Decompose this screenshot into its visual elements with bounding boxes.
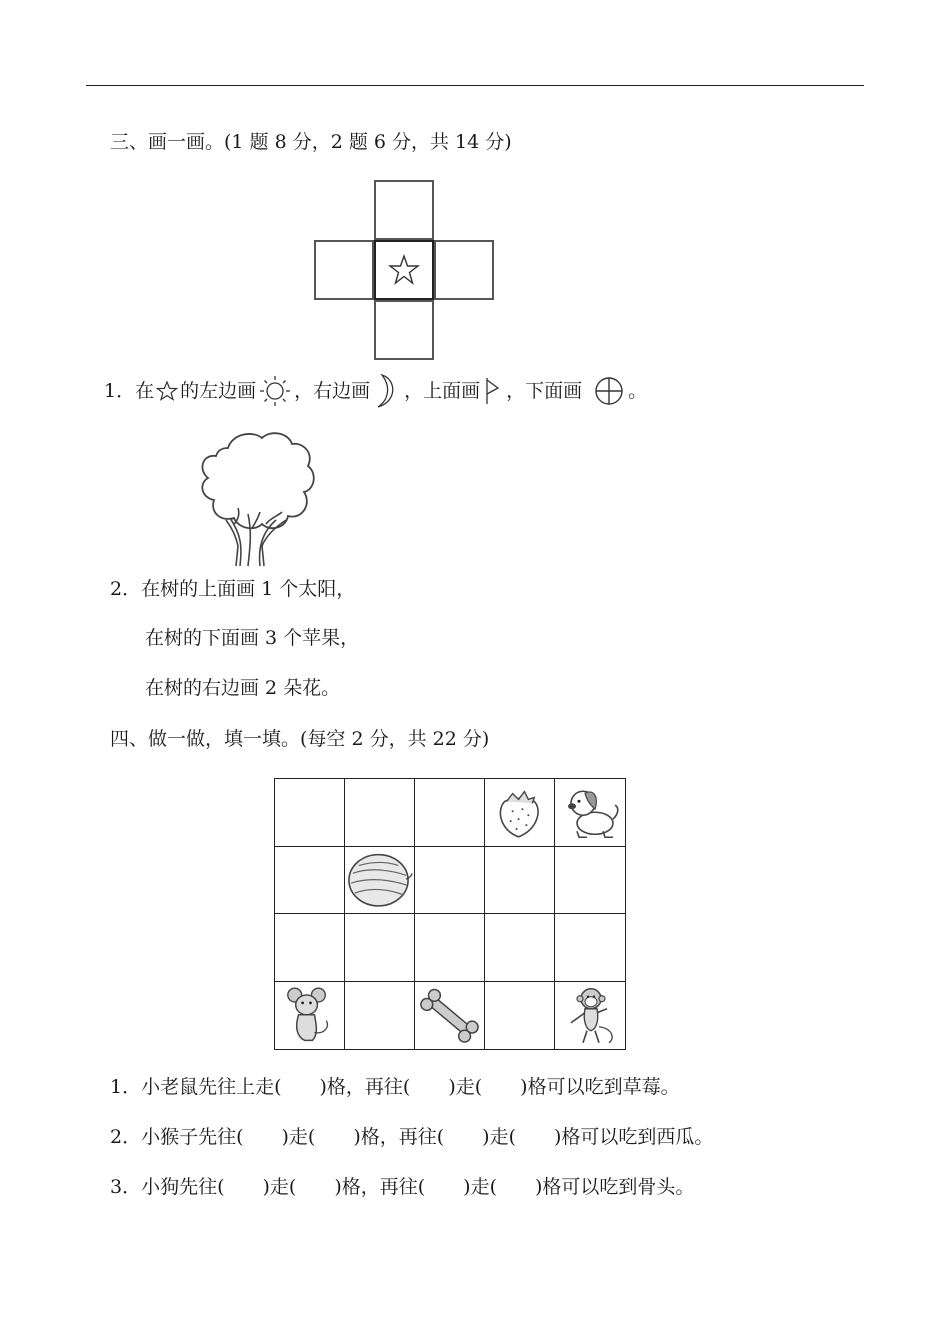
q1-text-1: 在 (135, 380, 155, 402)
grid-cell[interactable] (345, 914, 415, 982)
grid-cell[interactable] (555, 914, 625, 982)
watermelon-icon (345, 847, 414, 914)
cross-cell-center (374, 240, 434, 300)
cross-net-diagram (314, 180, 496, 362)
grid-cell[interactable] (345, 779, 415, 847)
grid-cell[interactable] (415, 982, 485, 1050)
top-rule (86, 85, 864, 86)
q1-number: 1． (104, 380, 136, 402)
grid-cell[interactable] (485, 914, 555, 982)
star-icon (376, 242, 432, 298)
monkey-icon (555, 982, 625, 1050)
cross-cell-left[interactable] (314, 240, 374, 300)
cross-cell-top[interactable] (374, 180, 434, 240)
grid-cell[interactable] (555, 779, 625, 847)
section3-q2-line1: 2．在树的上面画 1 个太阳， (110, 578, 356, 600)
q1-text-4: ，上面画 (404, 380, 481, 402)
grid-cell[interactable] (275, 779, 345, 847)
section3-q1 (104, 377, 647, 405)
grid-cell[interactable] (485, 982, 555, 1050)
dog-icon (555, 779, 625, 846)
grid-cell[interactable] (275, 982, 345, 1050)
q1-text-3: ，右边画 (294, 380, 371, 402)
grid-cell[interactable] (345, 982, 415, 1050)
section4-question-2: 2．小猴子先往( )走( )格，再往( )走( )格可以吃到西瓜。 (110, 1126, 714, 1148)
section4-question-1: 1．小老鼠先往上走( )格，再往( )走( )格可以吃到草莓。 (110, 1076, 680, 1098)
star-icon (156, 380, 178, 402)
grid-cell[interactable] (275, 847, 345, 915)
mouse-icon (275, 982, 344, 1050)
bone-icon (415, 982, 484, 1050)
q1-text-6: 。 (628, 380, 648, 402)
tree-illustration (190, 428, 322, 568)
grid-cell[interactable] (345, 847, 415, 915)
q1-text-5: ，下面画 (506, 380, 583, 402)
grid-cell[interactable] (555, 982, 625, 1050)
section4-title: 四、做一做，填一填。(每空 2 分，共 22 分) (110, 728, 490, 750)
grid-cell[interactable] (485, 847, 555, 915)
strawberry-icon (485, 779, 554, 846)
circle-cross-icon (592, 374, 626, 408)
grid-cell[interactable] (415, 847, 485, 915)
cross-cell-right[interactable] (434, 240, 494, 300)
section3-q2-line2: 在树的下面画 3 个苹果， (145, 627, 360, 649)
section3-q2-line3: 在树的右边画 2 朵花。 (145, 677, 341, 699)
flag-icon (482, 376, 504, 406)
section3-title: 三、画一画。(1 题 8 分，2 题 6 分，共 14 分) (110, 131, 512, 153)
moon-icon (372, 373, 402, 409)
position-grid (274, 778, 626, 1050)
grid-cell[interactable] (485, 779, 555, 847)
sun-icon (258, 374, 292, 408)
q1-text-2: 的左边画 (180, 380, 257, 402)
grid-cell[interactable] (415, 779, 485, 847)
section4-question-3: 3．小狗先往( )走( )格，再往( )走( )格可以吃到骨头。 (110, 1176, 695, 1198)
grid-cell[interactable] (275, 914, 345, 982)
cross-cell-bottom[interactable] (374, 300, 434, 360)
grid-cell[interactable] (415, 914, 485, 982)
grid-cell[interactable] (555, 847, 625, 915)
